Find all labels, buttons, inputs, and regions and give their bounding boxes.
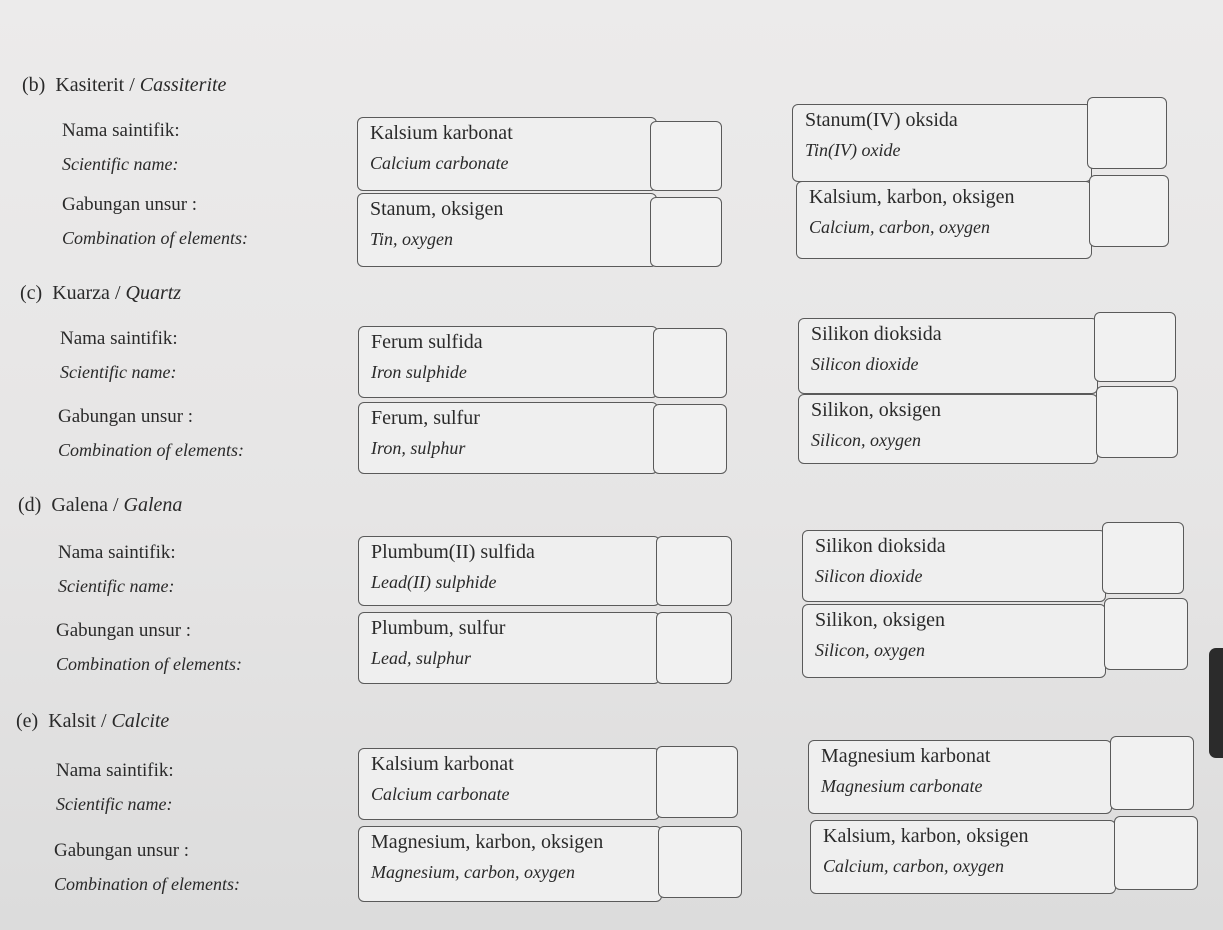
tick-box-e-2[interactable] <box>1110 736 1194 810</box>
scientific-name-label-b: Nama saintifik: Scientific name: <box>62 120 180 174</box>
combination-option-c-1[interactable]: Ferum, sulfur Iron, sulphur <box>358 402 658 474</box>
combination-label-d: Gabungan unsur : Combination of elements: <box>56 620 242 674</box>
combination-option-b-1[interactable]: Stanum, oksigen Tin, oxygen <box>357 193 657 267</box>
combination-option-d-1[interactable]: Plumbum, sulfur Lead, sulphur <box>358 612 660 684</box>
tick-box-e-1[interactable] <box>656 746 738 818</box>
combination-option-c-2[interactable]: Silikon, oksigen Silicon, oxygen <box>798 394 1098 464</box>
scientific-option-e-1[interactable]: Kalsium karbonat Calcium carbonate <box>358 748 660 820</box>
page-edge-shadow <box>1209 648 1223 758</box>
scientific-option-d-2[interactable]: Silikon dioksida Silicon dioxide <box>802 530 1106 602</box>
section-title-c: (c) Kuarza / Quartz <box>20 282 182 304</box>
tick-box-d-4[interactable] <box>1104 598 1188 670</box>
tick-box-e-4[interactable] <box>1114 816 1198 890</box>
tick-box-c-2[interactable] <box>1094 312 1176 382</box>
scientific-option-c-2[interactable]: Silikon dioksida Silicon dioxide <box>798 318 1098 394</box>
combination-label-e: Gabungan unsur : Combination of elements: <box>54 840 240 894</box>
combination-label-c: Gabungan unsur : Combination of elements: <box>58 406 244 460</box>
tick-box-d-1[interactable] <box>656 536 732 606</box>
combination-option-e-1[interactable]: Magnesium, karbon, oksigen Magnesium, carbon, oxygen <box>358 826 662 902</box>
combination-label-b: Gabungan unsur : Combination of elements: <box>62 194 248 248</box>
scientific-option-b-1[interactable]: Kalsium karbonat Calcium carbonate <box>357 117 657 191</box>
tick-box-c-4[interactable] <box>1096 386 1178 458</box>
scientific-name-label-c: Nama saintifik: Scientific name: <box>60 328 178 382</box>
combination-option-b-2[interactable]: Kalsium, karbon, oksigen Calcium, carbon, oxygen <box>796 181 1092 259</box>
tick-box-b-4[interactable] <box>1089 175 1169 247</box>
scientific-option-d-1[interactable]: Plumbum(II) sulfida Lead(II) sulphide <box>358 536 660 606</box>
tick-box-e-3[interactable] <box>658 826 742 898</box>
tick-box-c-1[interactable] <box>653 328 727 398</box>
combination-option-d-2[interactable]: Silikon, oksigen Silicon, oxygen <box>802 604 1106 678</box>
tick-box-d-2[interactable] <box>1102 522 1184 594</box>
scientific-option-e-2[interactable]: Magnesium karbonat Magnesium carbonate <box>808 740 1112 814</box>
tick-box-c-3[interactable] <box>653 404 727 474</box>
section-title-d: (d) Galena / Galena <box>18 494 183 516</box>
scientific-name-label-d: Nama saintifik: Scientific name: <box>58 542 176 596</box>
tick-box-b-1[interactable] <box>650 121 722 191</box>
section-title-b: (b) Kasiterit / Cassiterite <box>22 74 227 96</box>
tick-box-b-2[interactable] <box>1087 97 1167 169</box>
tick-box-b-3[interactable] <box>650 197 722 267</box>
tick-box-d-3[interactable] <box>656 612 732 684</box>
scientific-option-b-2[interactable]: Stanum(IV) oksida Tin(IV) oxide <box>792 104 1092 182</box>
scientific-name-label-e: Nama saintifik: Scientific name: <box>56 760 174 814</box>
scientific-option-c-1[interactable]: Ferum sulfida Iron sulphide <box>358 326 658 398</box>
section-title-e: (e) Kalsit / Calcite <box>16 710 170 732</box>
combination-option-e-2[interactable]: Kalsium, karbon, oksigen Calcium, carbon, oxygen <box>810 820 1116 894</box>
